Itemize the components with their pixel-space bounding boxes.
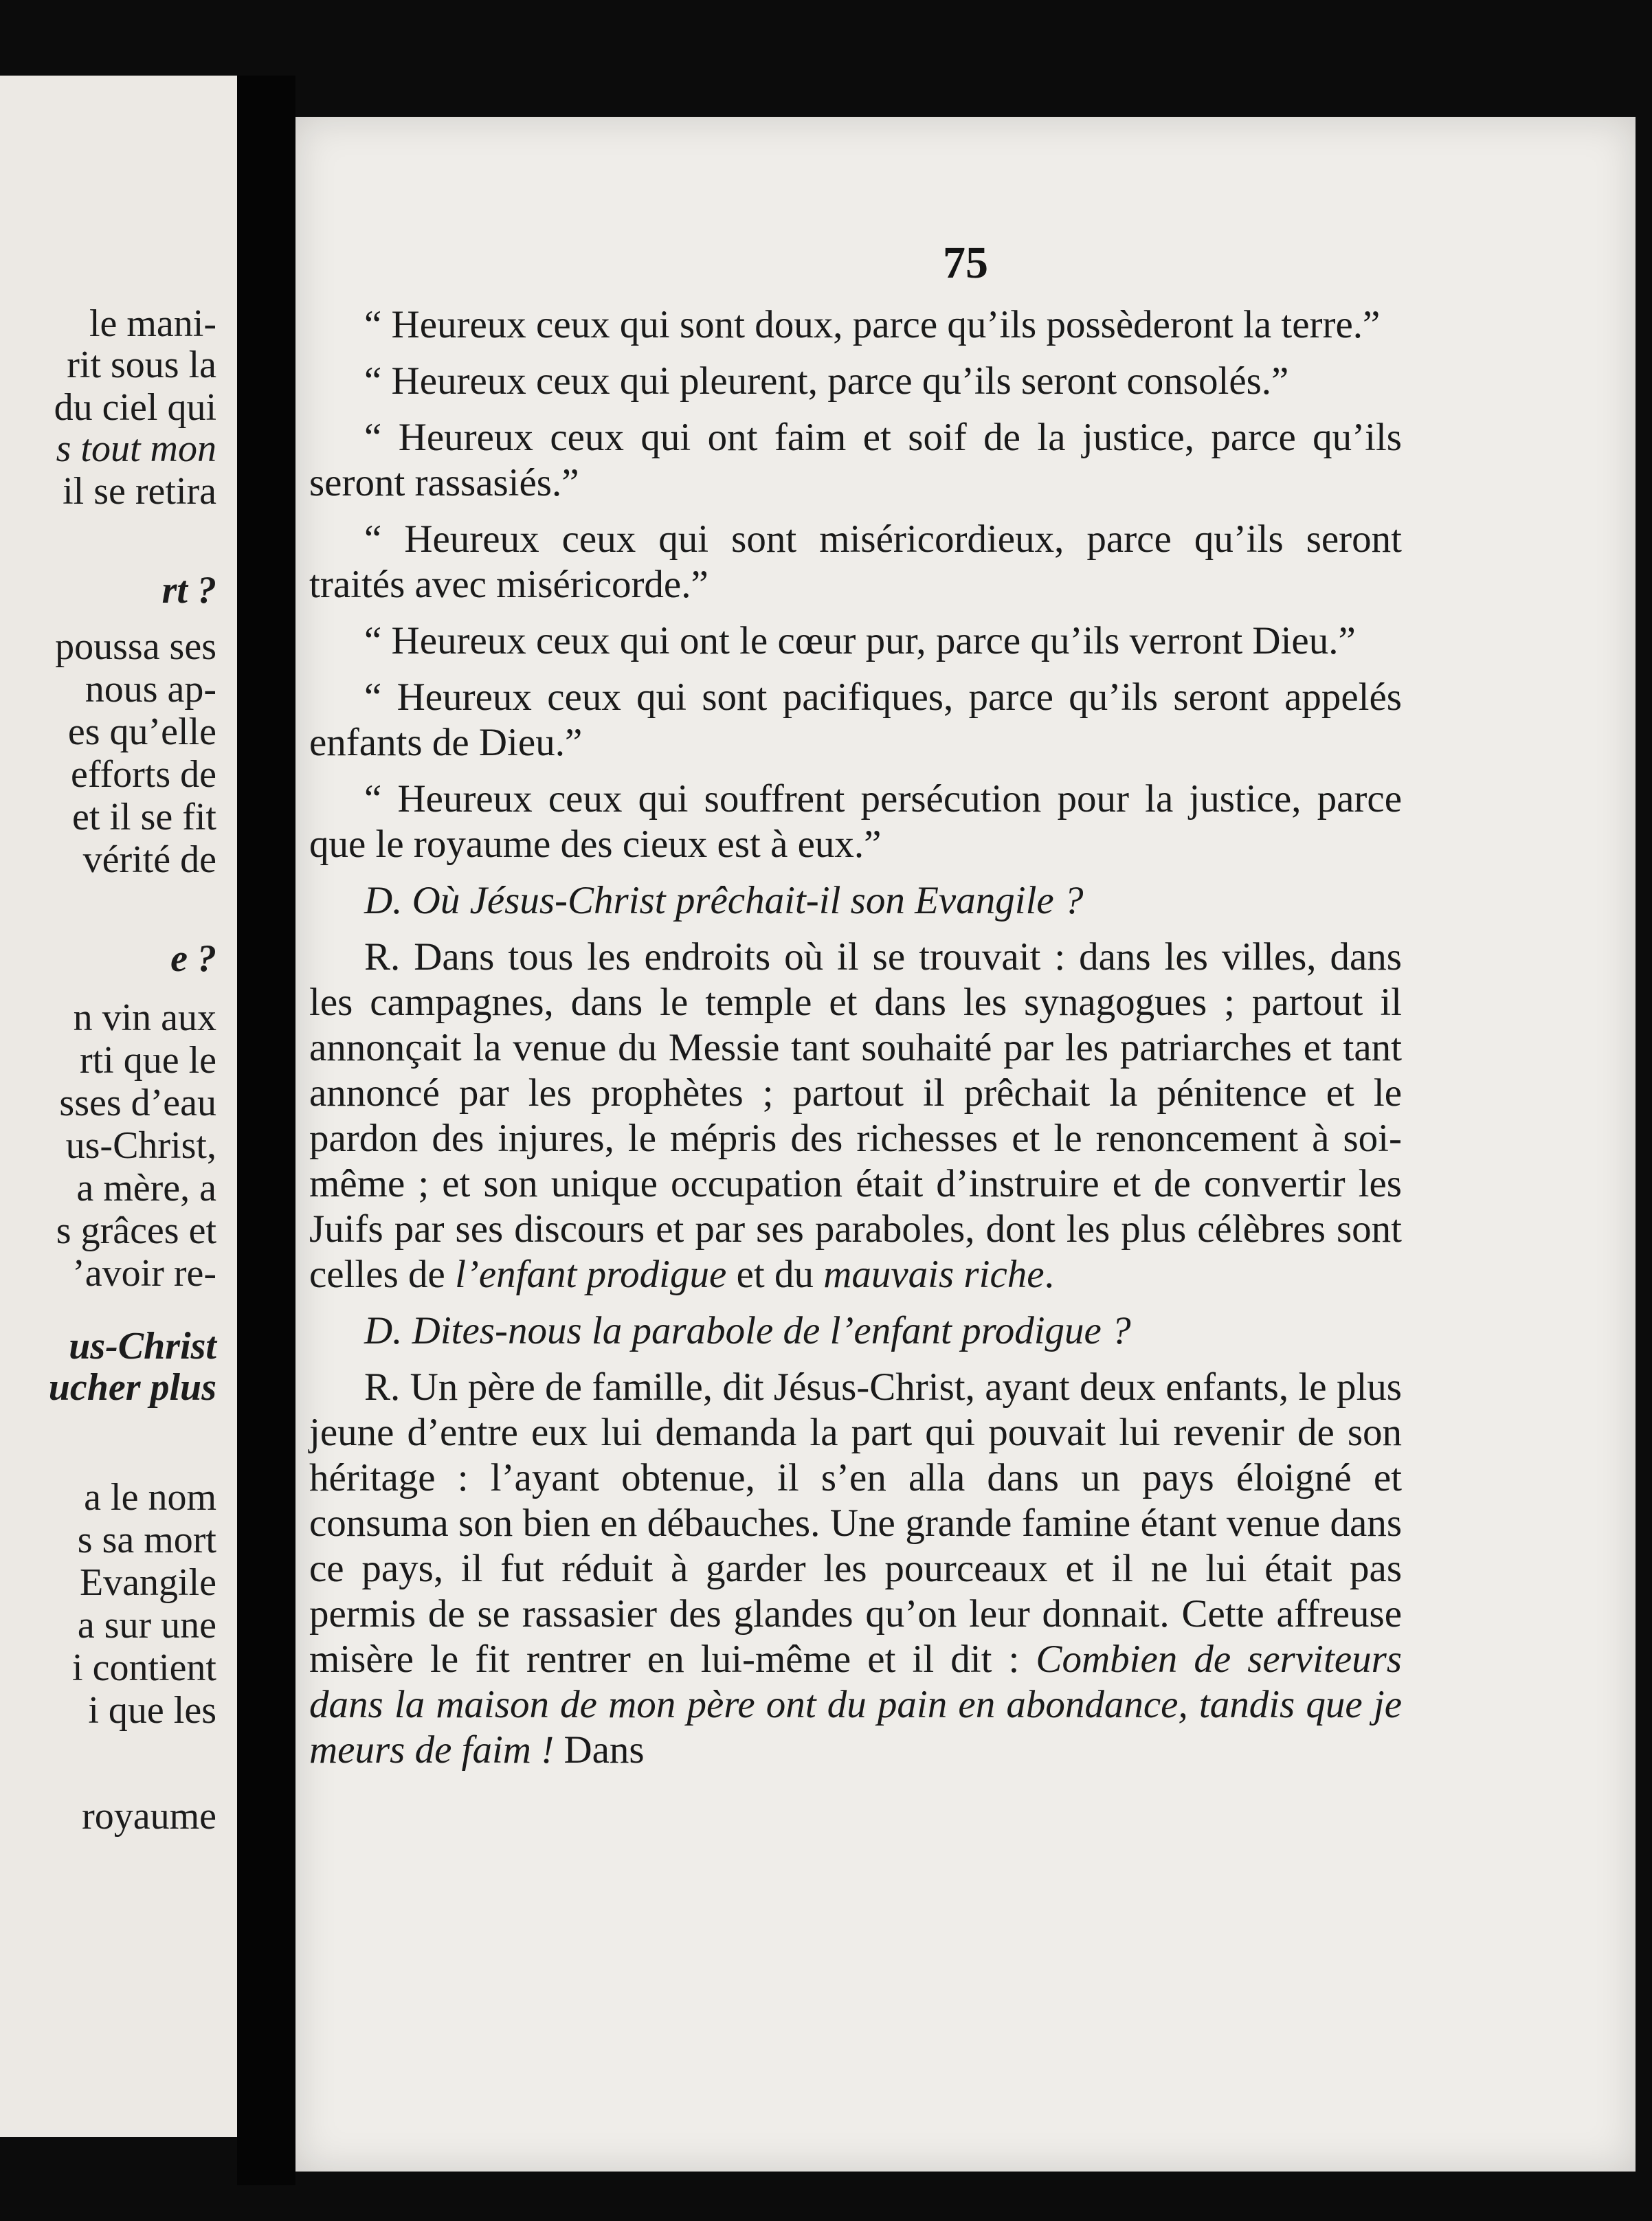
beatitude-quote	[309, 359, 1402, 404]
previous-page-line: n vin aux	[73, 996, 216, 1039]
text-segment: “ Heureux ceux qui souffrent persécution pour la justice, parce que le royaume des cieux est à eux.”	[309, 777, 1402, 866]
previous-page-line: i contient	[72, 1647, 216, 1689]
previous-page-line: s sa mort	[77, 1519, 216, 1561]
previous-page-line: il se retira	[63, 470, 216, 513]
previous-page-line: nous ap-	[85, 668, 216, 711]
text-segment: “ Heureux ceux qui sont miséricordieux, parce qu’ils seront traités avec miséricorde.”	[309, 517, 1402, 606]
previous-page-line: rti que le	[79, 1039, 216, 1082]
text-segment: D. Dites-nous la parabole de l’enfant prodigue ?	[364, 1309, 1131, 1352]
text-segment: “ Heureux ceux qui sont pacifiques, parce qu’ils seront appelés enfants de Dieu.”	[309, 676, 1402, 764]
text-segment: “ Heureux ceux qui ont faim et soif de la justice, parce qu’ils seront rassasiés.”	[309, 416, 1402, 504]
previous-page-line: a sur une	[77, 1604, 216, 1647]
book-gutter	[237, 76, 295, 2185]
previous-page-line: s grâces et	[56, 1209, 216, 1252]
previous-page-line: s tout mon	[56, 427, 216, 470]
catechism-question	[309, 878, 1402, 924]
text-segment: .	[1044, 1253, 1054, 1296]
beatitude-quote	[309, 302, 1402, 348]
catechism-question	[309, 1308, 1402, 1354]
beatitude-quote	[309, 415, 1402, 506]
previous-page-line: rit sous la	[67, 344, 216, 386]
previous-page-line: i que les	[88, 1689, 216, 1732]
previous-page-line: us-Christ,	[65, 1124, 216, 1167]
previous-page-line: royaume	[82, 1795, 216, 1838]
text-segment: Combien de serviteurs dans la maison de mon père ont du pain en abondance, tandis que je meurs de faim !	[309, 1638, 1402, 1772]
text-segment: R. Un père de famille, dit Jésus-Christ, ayant deux enfants, le plus jeune d’entre eux lui demanda la part qui pouvait lui revenir de son héritage : l’ayant obtenue, il s’en alla dans un pays éloigné et consuma son bien en débauches. Une grande famine étant venue dans ce pays, il fut réduit à garder les pourceaux et il ne lui était pas permis de se rassasier des glandes qu’on leur donnait. Cette affreuse misère le fit rentrer en lui-même et il dit :	[309, 1365, 1402, 1681]
catechism-answer	[309, 1365, 1402, 1773]
previous-page-line: rt ?	[161, 569, 216, 612]
previous-page-line: et il se fit	[72, 796, 216, 838]
previous-page	[0, 76, 241, 2137]
previous-page-line: sses d’eau	[59, 1082, 216, 1124]
text-segment: D. Où Jésus-Christ prêchait-il son Evangile ?	[364, 879, 1084, 922]
previous-page-line: us-Christ	[69, 1325, 216, 1368]
beatitude-quote	[309, 618, 1402, 664]
catechism-answer	[309, 935, 1402, 1297]
beatitude-quote	[309, 777, 1402, 867]
previous-page-line: efforts de	[71, 753, 216, 796]
previous-page-line: e ?	[170, 937, 216, 980]
text-segment: l’enfant prodigue	[455, 1253, 727, 1296]
beatitude-quote	[309, 517, 1402, 607]
text-segment: mauvais riche	[823, 1253, 1045, 1296]
previous-page-line: du ciel qui	[54, 386, 216, 429]
beatitude-quote	[309, 675, 1402, 766]
previous-page-line: es qu’elle	[67, 711, 216, 753]
page-number: 75	[943, 238, 988, 288]
previous-page-line: ’avoir re-	[72, 1252, 216, 1295]
current-page	[295, 117, 1636, 2172]
previous-page-line: Evangile	[79, 1561, 216, 1604]
previous-page-line: le mani-	[89, 302, 216, 345]
previous-page-line: poussa ses	[55, 625, 216, 668]
page-body	[309, 302, 1402, 1784]
text-segment: R. Dans tous les endroits où il se trouvait : dans les villes, dans les campagnes, dans le temple et dans les synagogues ; partout il annonçait la venue du Messie tant souhaité par les patriarches et tant annoncé par les prophètes ; partout il prêchait la pénitence et le pardon des injures, le mépris des richesses et le renoncement à soi-même ; et son unique occupation était d’instruire et de convertir les Juifs par ses discours et par ses paraboles, dont les plus célèbres sont celles de	[309, 935, 1402, 1296]
text-segment: “ Heureux ceux qui sont doux, parce qu’ils possèderont la terre.”	[364, 303, 1381, 346]
text-segment: “ Heureux ceux qui pleurent, parce qu’ils seront consolés.”	[364, 359, 1289, 403]
previous-page-line: vérité de	[82, 838, 216, 881]
text-segment: et du	[726, 1253, 824, 1296]
previous-page-line: ucher plus	[48, 1366, 216, 1409]
previous-page-line: a le nom	[84, 1476, 216, 1519]
previous-page-line: a mère, a	[76, 1167, 216, 1209]
text-segment: “ Heureux ceux qui ont le cœur pur, parce qu’ils verront Dieu.”	[364, 619, 1356, 662]
text-segment: Dans	[554, 1728, 645, 1772]
